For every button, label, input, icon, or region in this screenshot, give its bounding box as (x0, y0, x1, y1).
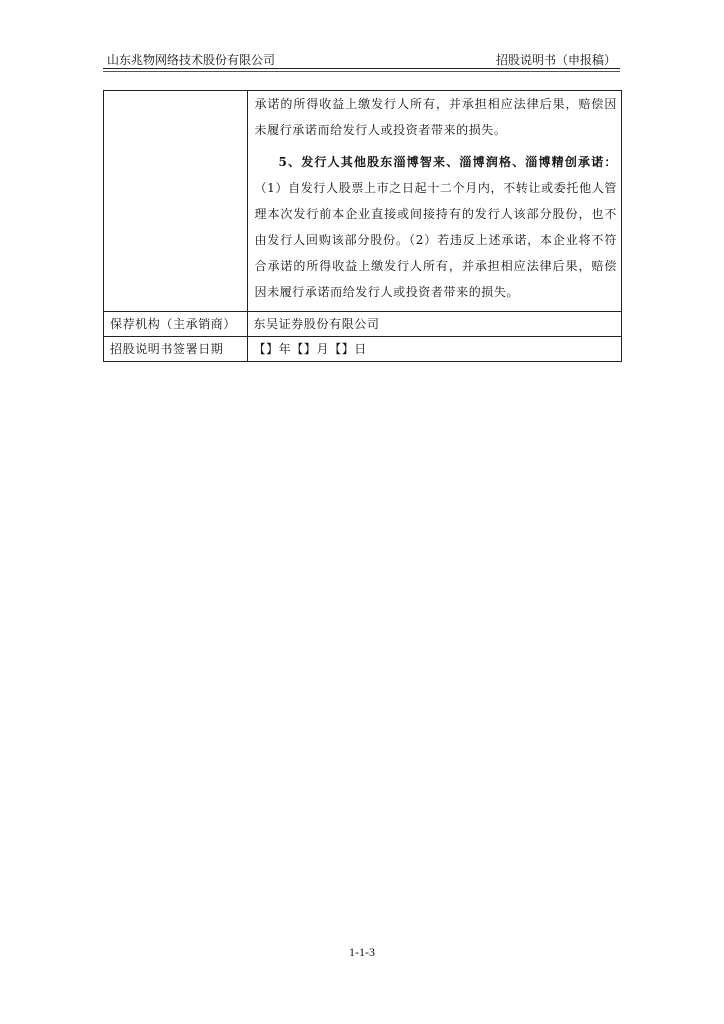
document-title: 招股说明书（申报稿） (495, 53, 616, 67)
sponsor-label: 保荐机构（主承销商） (110, 317, 237, 331)
item5-body: （1）自发行人股票上市之日起十二个月内，不转让或委托他人管理本次发行前本企业直接或间接持有的发行人该部分股份，也不由发行人回购该部分股份。（2）若违反上述承诺，本企业将不符合承诺的所得收益上缴发行人所有，并承担相应法律后果，赔偿因未履行承诺而给发行人或投资者带来的损失。 (254, 181, 617, 299)
sponsor-value: 东吴证券股份有限公司 (253, 317, 380, 331)
header-rule (103, 68, 620, 69)
page-number: 1-1-3 (349, 945, 375, 959)
sign-date-label: 招股说明书签署日期 (110, 342, 224, 356)
table-row (104, 312, 622, 337)
page-header (103, 52, 620, 68)
sponsor-value-cell (247, 312, 622, 337)
company-name: 山东兆物网络技术股份有限公司 (107, 53, 276, 67)
sign-date-label-cell (104, 337, 248, 362)
item5-paragraph (248, 149, 622, 305)
item5-heading: 5、发行人其他股东淄博智来、淄博润格、淄博精创承诺： (278, 155, 617, 169)
continuation-paragraph: 承诺的所得收益上缴发行人所有，并承担相应法律后果，赔偿因未履行承诺而给发行人或投资者带来的损失。 (254, 97, 617, 137)
empty-label-cell (104, 91, 248, 312)
table-row (104, 91, 622, 312)
commitment-cell (247, 91, 622, 312)
sponsor-label-cell (104, 312, 248, 337)
info-table (103, 90, 622, 362)
sign-date-value-cell (247, 337, 622, 362)
table-row (104, 337, 622, 362)
sign-date-value: 【】年【】月【】日 (253, 342, 367, 356)
header-rule-thin (103, 71, 620, 72)
